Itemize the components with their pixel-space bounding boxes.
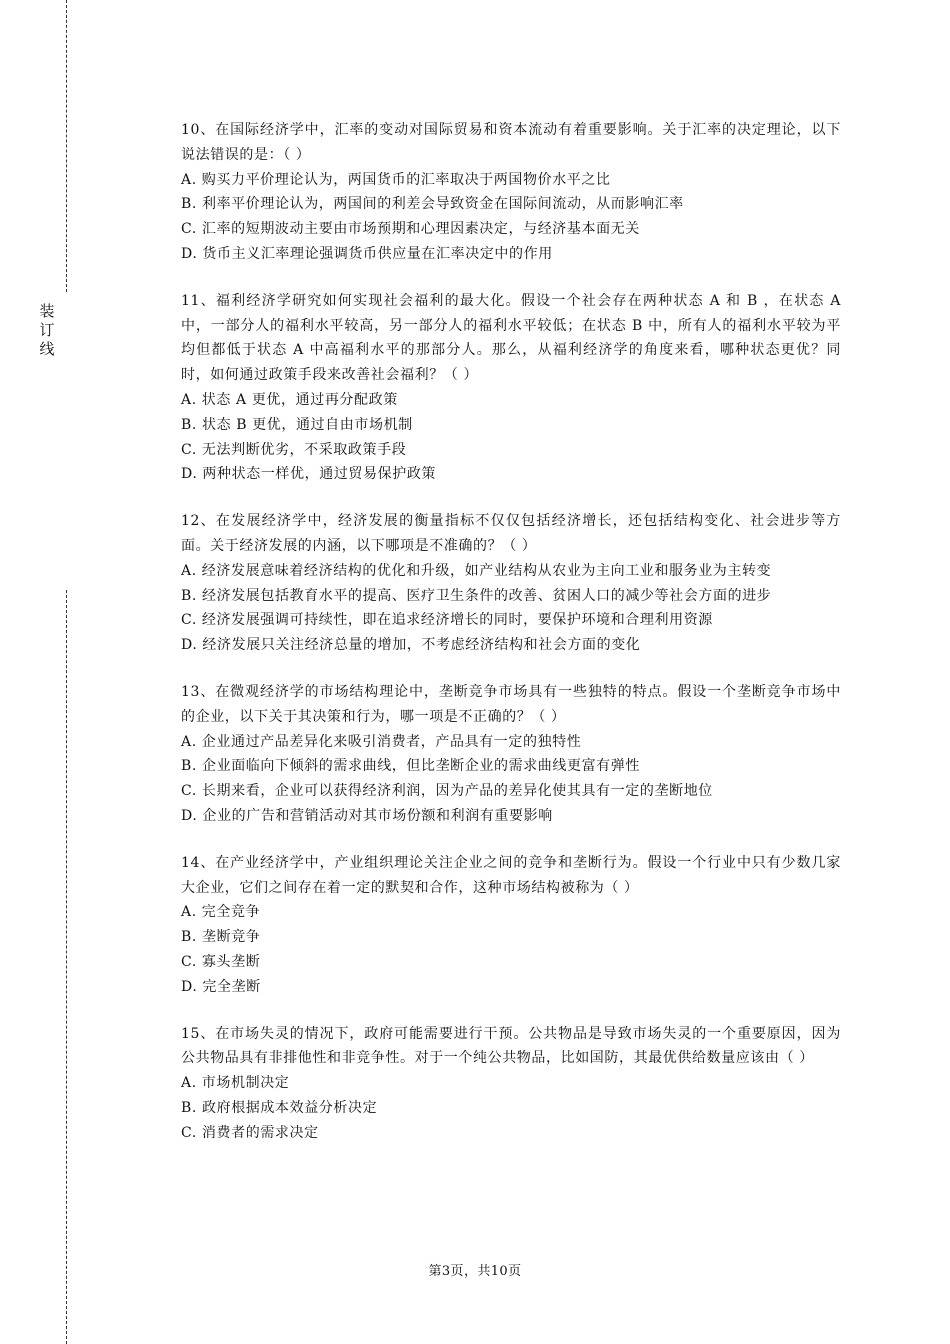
binding-label-char: 订 — [39, 321, 55, 339]
question-stem: 11、福利经济学研究如何实现社会福利的最大化。假设一个社会存在两种状态 A 和 B ，在状态 A 中，一部分人的福利水平较高，另一部分人的福利水平较低；在状态 B 中，所有人的福利水平较为平均但都低于状态 A 中高福利水平的那部分人。那么，从福利经济学的角度来看，哪种状态更优？同时，如何通过政策手段来改善社会福利？（ ） — [181, 292, 841, 384]
option-b: B. 经济发展包括教育水平的提高、医疗卫生条件的改善、贫困人口的减少等社会方面的进步 — [181, 587, 772, 604]
option-a: A. 完全竞争 — [181, 904, 261, 921]
question-stem: 12、在发展经济学中，经济发展的衡量指标不仅仅包括经济增长，还包括结构变化、社会进步等方面。关于经济发展的内涵，以下哪项是不准确的？（ ） — [181, 513, 841, 554]
option-a: A. 市场机制决定 — [181, 1075, 290, 1092]
question-stem: 14、在产业经济学中，产业组织理论关注企业之间的竞争和垄断行为。假设一个行业中只有少数几家大企业，它们之间存在着一定的默契和合作，这种市场结构被称为（ ） — [181, 854, 841, 896]
option-c: C. 汇率的短期波动主要由市场预期和心理因素决定，与经济基本面无关 — [181, 221, 640, 238]
option-d: D. 两种状态一样优，通过贸易保护政策 — [181, 466, 437, 483]
binding-label-char: 装 — [39, 302, 55, 320]
option-a: A. 状态 A 更优，通过再分配政策 — [181, 391, 398, 408]
question-14 — [181, 851, 841, 1000]
option-c: C. 寡头垄断 — [181, 953, 261, 970]
question-10 — [181, 118, 841, 267]
option-b: B. 企业面临向下倾斜的需求曲线，但比垄断企业的需求曲线更富有弹性 — [181, 758, 640, 775]
binding-line-bottom — [66, 590, 67, 1344]
binding-line-top — [66, 0, 67, 292]
option-d: D. 企业的广告和营销活动对其市场份额和利润有重要影响 — [181, 807, 553, 824]
question-stem: 15、在市场失灵的情况下，政府可能需要进行干预。公共物品是导致市场失灵的一个重要原因，因为公共物品具有非排他性和非竞争性。对于一个纯公共物品，比如国防，其最优供给数量应该由（ ） — [181, 1025, 841, 1067]
question-list — [181, 118, 841, 1167]
question-11 — [181, 289, 841, 487]
question-12 — [181, 509, 841, 658]
option-b: B. 政府根据成本效益分析决定 — [181, 1099, 378, 1116]
option-c: C. 无法判断优劣，不采取政策手段 — [181, 441, 407, 458]
option-a: A. 购买力平价理论认为，两国货币的汇率取决于两国物价水平之比 — [181, 171, 611, 188]
page-number: 第3页，共10页 — [428, 1264, 522, 1279]
option-c: C. 经济发展强调可持续性，即在追求经济增长的同时，要保护环境和合理利用资源 — [181, 612, 713, 629]
option-d: D. 经济发展只关注经济总量的增加，不考虑经济结构和社会方面的变化 — [181, 637, 641, 654]
question-stem: 10、在国际经济学中，汇率的变动对国际贸易和资本流动有着重要影响。关于汇率的决定理论，以下说法错误的是：（ ） — [181, 122, 841, 163]
option-c: C. 消费者的需求决定 — [181, 1124, 319, 1141]
option-a: A. 企业通过产品差异化来吸引消费者，产品具有一定的独特性 — [181, 733, 582, 750]
option-d: D. 货币主义汇率理论强调货币供应量在汇率决定中的作用 — [181, 245, 553, 262]
option-b: B. 状态 B 更优，通过自由市场机制 — [181, 416, 413, 433]
binding-label — [36, 302, 58, 359]
option-b: B. 利率平价理论认为，两国间的利差会导致资金在国际间流动，从而影响汇率 — [181, 196, 684, 213]
question-stem: 13、在微观经济学的市场结构理论中，垄断竞争市场具有一些独特的特点。假设一个垄断竞争市场中的企业，以下关于其决策和行为，哪一项是不正确的？（ ） — [181, 683, 841, 725]
option-d: D. 完全垄断 — [181, 978, 261, 995]
question-13 — [181, 680, 841, 829]
option-c: C. 长期来看，企业可以获得经济利润，因为产品的差异化使其具有一定的垄断地位 — [181, 783, 713, 800]
option-b: B. 垄断竞争 — [181, 929, 261, 946]
binding-label-char: 线 — [39, 340, 55, 358]
option-a: A. 经济发展意味着经济结构的优化和升级，如产业结构从农业为主向工业和服务业为主转变 — [181, 562, 772, 579]
question-15 — [181, 1022, 841, 1146]
